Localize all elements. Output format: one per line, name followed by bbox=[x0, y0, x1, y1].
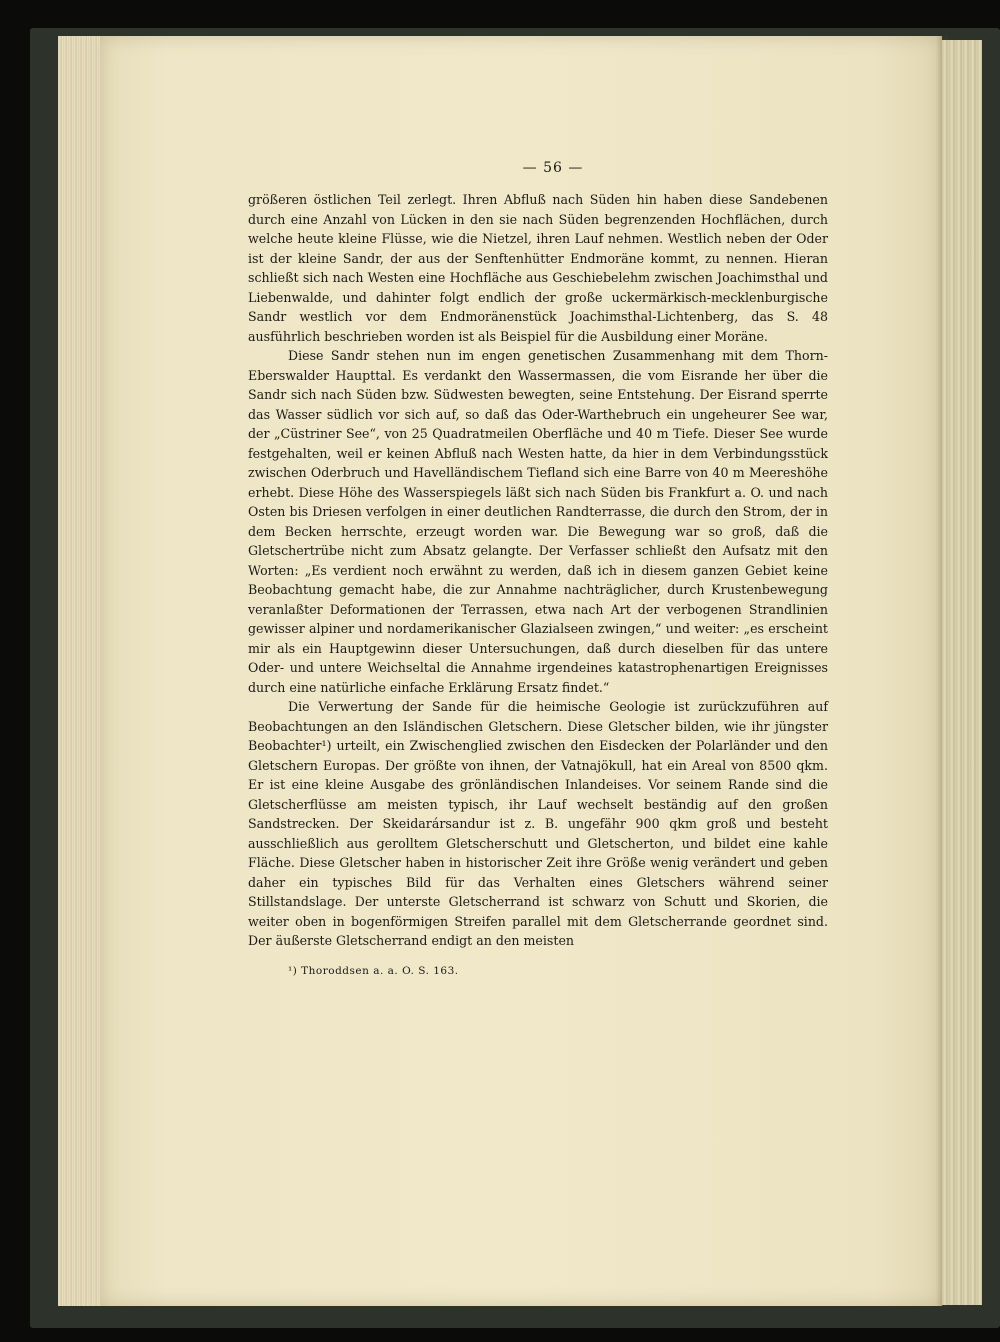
paragraph-1: größeren östlichen Teil zerlegt. Ihren Abfluß nach Süden hin haben diese Sandebenen durch eine Anzahl von Lücken in den sie nach Süden begrenzenden Hochflächen, durch welche heute kleine Flüsse, wie die Nietzel, ihren Lauf nehmen. Westlich neben der Oder ist der kleine Sandr, der aus der Senftenhütter Endmoräne kommt, zu nennen. Hieran schließt sich nach Westen eine Hochfläche aus Geschiebelehm zwischen Joachimsthal und Liebenwalde, und dahinter folgt endlich der große uckermärkisch-mecklenburgische Sandr westlich vor dem Endmoränenstück Joachimsthal-Lichtenberg, das S. 48 ausführlich beschrieben worden ist als Beispiel für die Ausbildung einer Moräne. bbox=[248, 192, 828, 344]
paragraph-3: Die Verwertung der Sande für die heimische Geologie ist zurückzuführen auf Beobachtungen an den Isländischen Gletschern. Diese Gletscher bilden, wie ihr jüngster Beobachter¹) urteilt, ein Zwischenglied zwischen den Eisdecken der Polarländer und den Gletschern Europas. Der größte von ihnen, der Vatnajökull, hat ein Areal von 8500 qkm. Er ist eine kleine Ausgabe des grönländischen Inlandeises. Vor seinem Rande sind die Gletscherflüsse am meisten typisch, ihr Lauf wechselt beständig auf den großen Sandstrecken. Der Skeidarársandur ist z. B. ungefähr 900 qkm groß und besteht ausschließlich aus gerolltem Gletscherschutt und Gletscherton, und bildet eine kahle Fläche. Diese Gletscher haben in historischer Zeit ihre Größe wenig verändert und geben daher ein typisches Bild für das Verhalten eines Gletschers während seiner Stillstandslage. Der unterste Gletscherrand ist schwarz von Schutt und Skorien, die weiter oben in bogenförmigen Streifen parallel mit dem Gletscherrande geordnet sind. Der äußerste Gletscherrand endigt an den meisten bbox=[248, 699, 828, 948]
footnote: ¹) Thoroddsen a. a. O. S. 163. bbox=[288, 964, 459, 977]
page-number: — 56 — bbox=[522, 160, 584, 176]
page-text-block bbox=[248, 160, 828, 977]
page-stack-right-edge bbox=[942, 40, 982, 1305]
paragraph-2: Diese Sandr stehen nun im engen genetischen Zusammenhang mit dem Thorn-Eberswalder Haupttal. Es verdankt den Wassermassen, die vom Eisrande her über die Sandr sich nach Süden bzw. Südwesten bewegten, seine Entstehung. Der Eisrand sperrte das Wasser südlich vor sich auf, so daß das Oder-Warthebruch ein ungeheurer See war, der „Cüstriner See“, von 25 Quadratmeilen Oberfläche und 40 m Tiefe. Dieser See wurde festgehalten, weil er keinen Abfluß nach Westen hatte, da hier in dem Verbindungsstück zwischen Oderbruch und Havelländischem Tiefland sich eine Barre von 40 m Meereshöhe erhebt. Diese Höhe des Wasserspiegels läßt sich nach Süden bis Frankfurt a. O. und nach Osten bis Driesen verfolgen in einer deutlichen Randterrasse, die durch den Strom, der in dem Becken herrschte, erzeugt worden war. Die Bewegung war so groß, daß die Gletschertrübe nicht zum Absatz gelangte. Der Verfasser schließt den Aufsatz mit den Worten: „Es verdient noch erwähnt zu werden, daß ich in diesem ganzen Gebiet keine Beobachtung gemacht habe, die zur Annahme nachträglicher, durch Krustenbewegung veranlaßter Deformationen der Terrassen, etwa nach Art der verbogenen Strandlinien gewisser alpiner und nordamerikanischer Glazialseen zwingen,“ und weiter: „es erscheint mir als ein Hauptgewinn dieser Untersuchungen, daß durch dieselben für das untere Oder- und untere Weichseltal die Annahme irgendeines katastrophenartigen Ereignisses durch eine natürliche einfache Erklärung Ersatz findet.“ bbox=[248, 348, 828, 695]
